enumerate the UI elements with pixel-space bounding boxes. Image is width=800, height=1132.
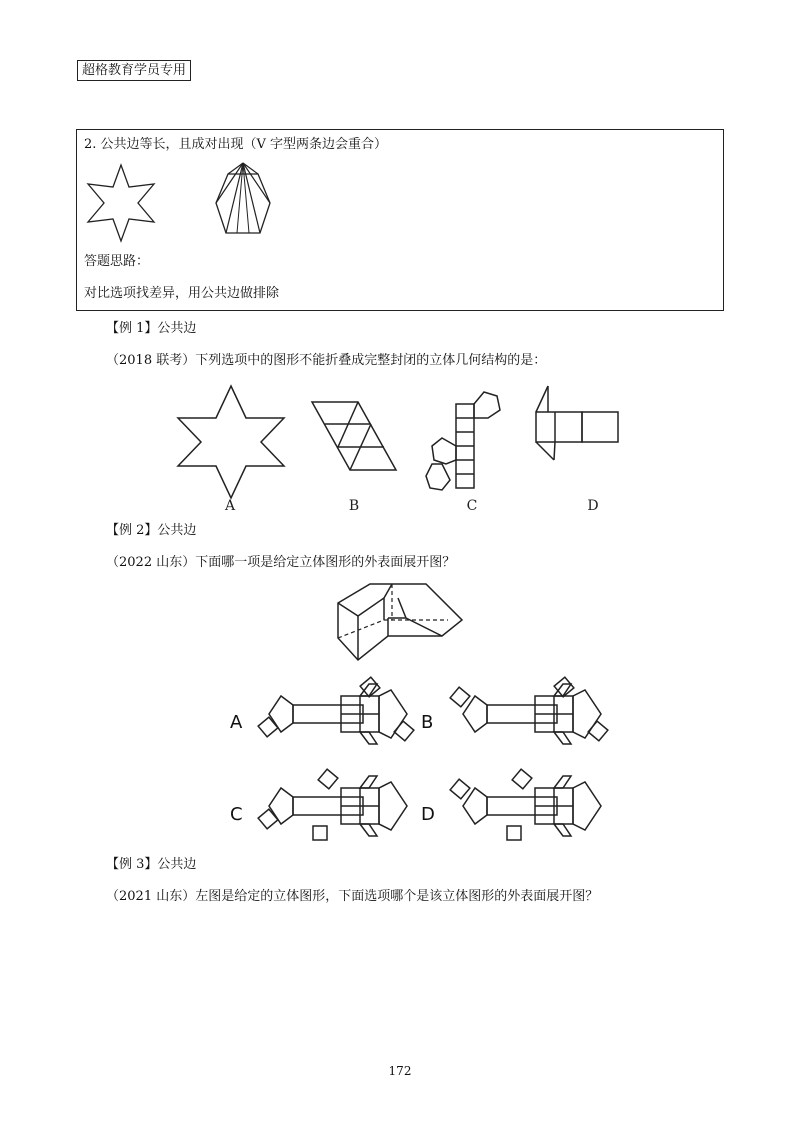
example1-heading: 【例 1】公共边 (106, 321, 197, 336)
example2-solid (330, 578, 470, 663)
page-number: 172 (388, 1064, 412, 1078)
ex2-net-c (258, 769, 407, 840)
ex1-label-a: A (224, 498, 236, 514)
thinking-text: 对比选项找差异，用公共边做排除 (84, 286, 280, 301)
rule-star-figure (80, 160, 160, 245)
ex2-net-d (450, 769, 601, 840)
example3-question: （2021 山东）左图是给定的立体图形，下面选项哪个是该立体图形的外表面展开图？ (106, 889, 599, 904)
ex2-label-d: D (421, 804, 435, 825)
rule-title: 2. 公共边等长，且成对出现（V 字型两条边会重合） (84, 137, 388, 152)
example3-heading: 【例 3】公共边 (106, 857, 197, 872)
header-tag: 超格教育学员专用 (77, 60, 191, 81)
example2-question: （2022 山东）下面哪一项是给定立体图形的外表面展开图？ (106, 555, 456, 570)
example1-figures (170, 380, 630, 515)
example2-options (225, 680, 595, 850)
ex2-net-b (450, 677, 608, 744)
ex1-label-d: D (587, 498, 599, 514)
ex1-net-d (536, 386, 618, 460)
ex2-label-c: C (230, 804, 243, 825)
ex1-label-b: B (348, 498, 360, 514)
thinking-label: 答题思路： (84, 254, 150, 269)
rule-pyramid-figure (208, 160, 278, 240)
ex1-parallelogram-b (312, 402, 396, 470)
ex1-star-a (178, 386, 284, 498)
example2-heading: 【例 2】公共边 (106, 523, 197, 538)
ex1-label-c: C (466, 498, 478, 514)
ex2-label-b: B (421, 712, 434, 733)
example1-question: （2018 联考）下列选项中的图形不能折叠成完整封闭的立体几何结构的是： (106, 353, 547, 368)
ex1-column-c (426, 392, 500, 490)
ex2-net-a (258, 677, 414, 744)
ex2-label-a: A (230, 712, 243, 733)
rule-box (76, 129, 724, 311)
